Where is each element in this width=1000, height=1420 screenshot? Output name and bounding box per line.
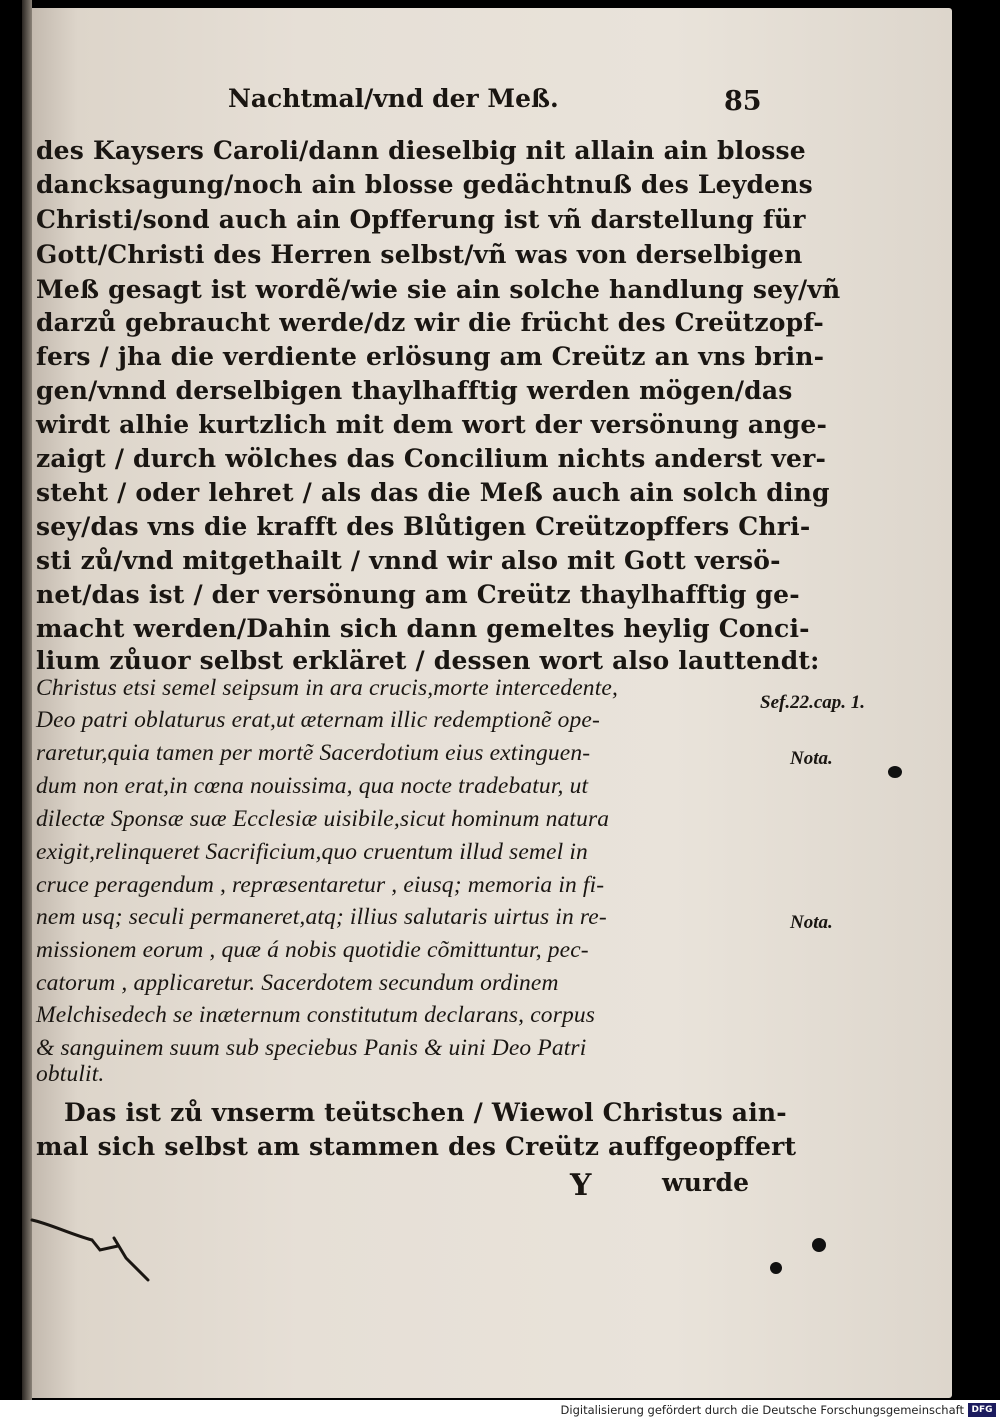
text-line: gen/vnnd derselbigen thaylhafftig werden mögen/das — [36, 376, 793, 405]
ink-dot — [812, 1238, 826, 1252]
text-line: fers / jha die verdiente erlösung am Creütz an vns brin- — [36, 342, 825, 371]
margin-nota: Nota. — [790, 912, 833, 933]
text-line: Meß gesagt ist wordẽ/wie sie ain solche handlung sey/vñ — [36, 275, 841, 304]
page-number: 85 — [724, 86, 762, 117]
text-line: dum non erat,in cœna nouissima, qua nocte tradebatur, ut — [36, 773, 589, 799]
text-line: Das ist zů vnserm teütschen / Wiewol Christus ain- — [64, 1098, 787, 1127]
text-line: sti zů/vnd mitgethailt / vnnd wir also mit Gott versö- — [36, 546, 781, 575]
footer-credit: Digitalisierung gefördert durch die Deutsche Forschungsgemeinschaft — [560, 1403, 964, 1417]
text-line: lium zůuor selbst erkläret / dessen wort also lauttendt: — [36, 646, 820, 675]
catchword: wurde — [662, 1168, 750, 1197]
margin-nota: Nota. — [790, 748, 833, 769]
text-line: exigit,relinqueret Sacrificium,quo cruentum illud semel in — [36, 839, 588, 865]
text-line: wirdt alhie kurtzlich mit dem wort der versönung ange- — [36, 410, 828, 439]
text-line: des Kaysers Caroli/dann dieselbig nit allain ain blosse — [36, 136, 806, 165]
text-line: raretur,quia tamen per mortẽ Sacerdotium eius extinguen- — [36, 740, 591, 766]
footer-bar — [0, 1400, 1000, 1420]
text-line: catorum , applicaretur. Sacerdotem secundum ordinem — [36, 970, 559, 996]
binding-edge — [22, 0, 32, 1400]
text-line: Gott/Christi des Herren selbst/vñ was von derselbigen — [36, 240, 803, 269]
text-line: dancksagung/noch ain blosse gedächtnuß des Leydens — [36, 170, 813, 199]
text-line: mal sich selbst am stammen des Creütz auffgeopffert — [36, 1132, 797, 1161]
running-title: Nachtmal/vnd der Meß. — [228, 84, 559, 113]
margin-reference: Sef.22.cap. 1. — [760, 692, 866, 713]
text-line: nem usq; seculi permaneret,atq; illius salutaris uirtus in re- — [36, 904, 607, 930]
dfg-logo: DFG — [968, 1403, 996, 1417]
text-line: dilectæ Sponsæ suæ Ecclesiæ uisibile,sicut hominum natura — [36, 806, 610, 832]
text-line: Christus etsi semel seipsum in ara crucis,morte intercedente, — [36, 675, 618, 701]
ink-dot — [770, 1262, 782, 1274]
ink-dot — [888, 766, 902, 778]
signature-mark: Y — [570, 1168, 592, 1203]
text-line: obtulit. — [36, 1061, 105, 1087]
text-line: macht werden/Dahin sich dann gemeltes heylig Conci- — [36, 614, 810, 643]
text-line: Christi/sond auch ain Opfferung ist vñ darstellung für — [36, 205, 806, 234]
ink-stroke — [30, 1210, 160, 1290]
text-line: & sanguinem suum sub speciebus Panis & uini Deo Patri — [36, 1035, 587, 1061]
text-line: darzů gebraucht werde/dz wir die frücht des Creützopf- — [36, 308, 824, 337]
text-line: Melchisedech se inæternum constitutum declarans, corpus — [36, 1002, 596, 1028]
text-line: net/das ist / der versönung am Creütz thaylhafftig ge- — [36, 580, 800, 609]
text-line: Deo patri oblaturus erat,ut æternam illic redemptionẽ ope- — [36, 707, 600, 733]
text-line: steht / oder lehret / als das die Meß auch ain solch ding — [36, 478, 830, 507]
text-line: missionem eorum , quæ á nobis quotidie cõmittuntur, pec- — [36, 937, 589, 963]
text-line: zaigt / durch wölches das Concilium nichts anderst ver- — [36, 444, 827, 473]
text-line: sey/das vns die krafft des Blůtigen Creützopffers Chri- — [36, 512, 811, 541]
text-line: cruce peragendum , repræsentaretur , eiusq; memoria in fi- — [36, 872, 605, 898]
